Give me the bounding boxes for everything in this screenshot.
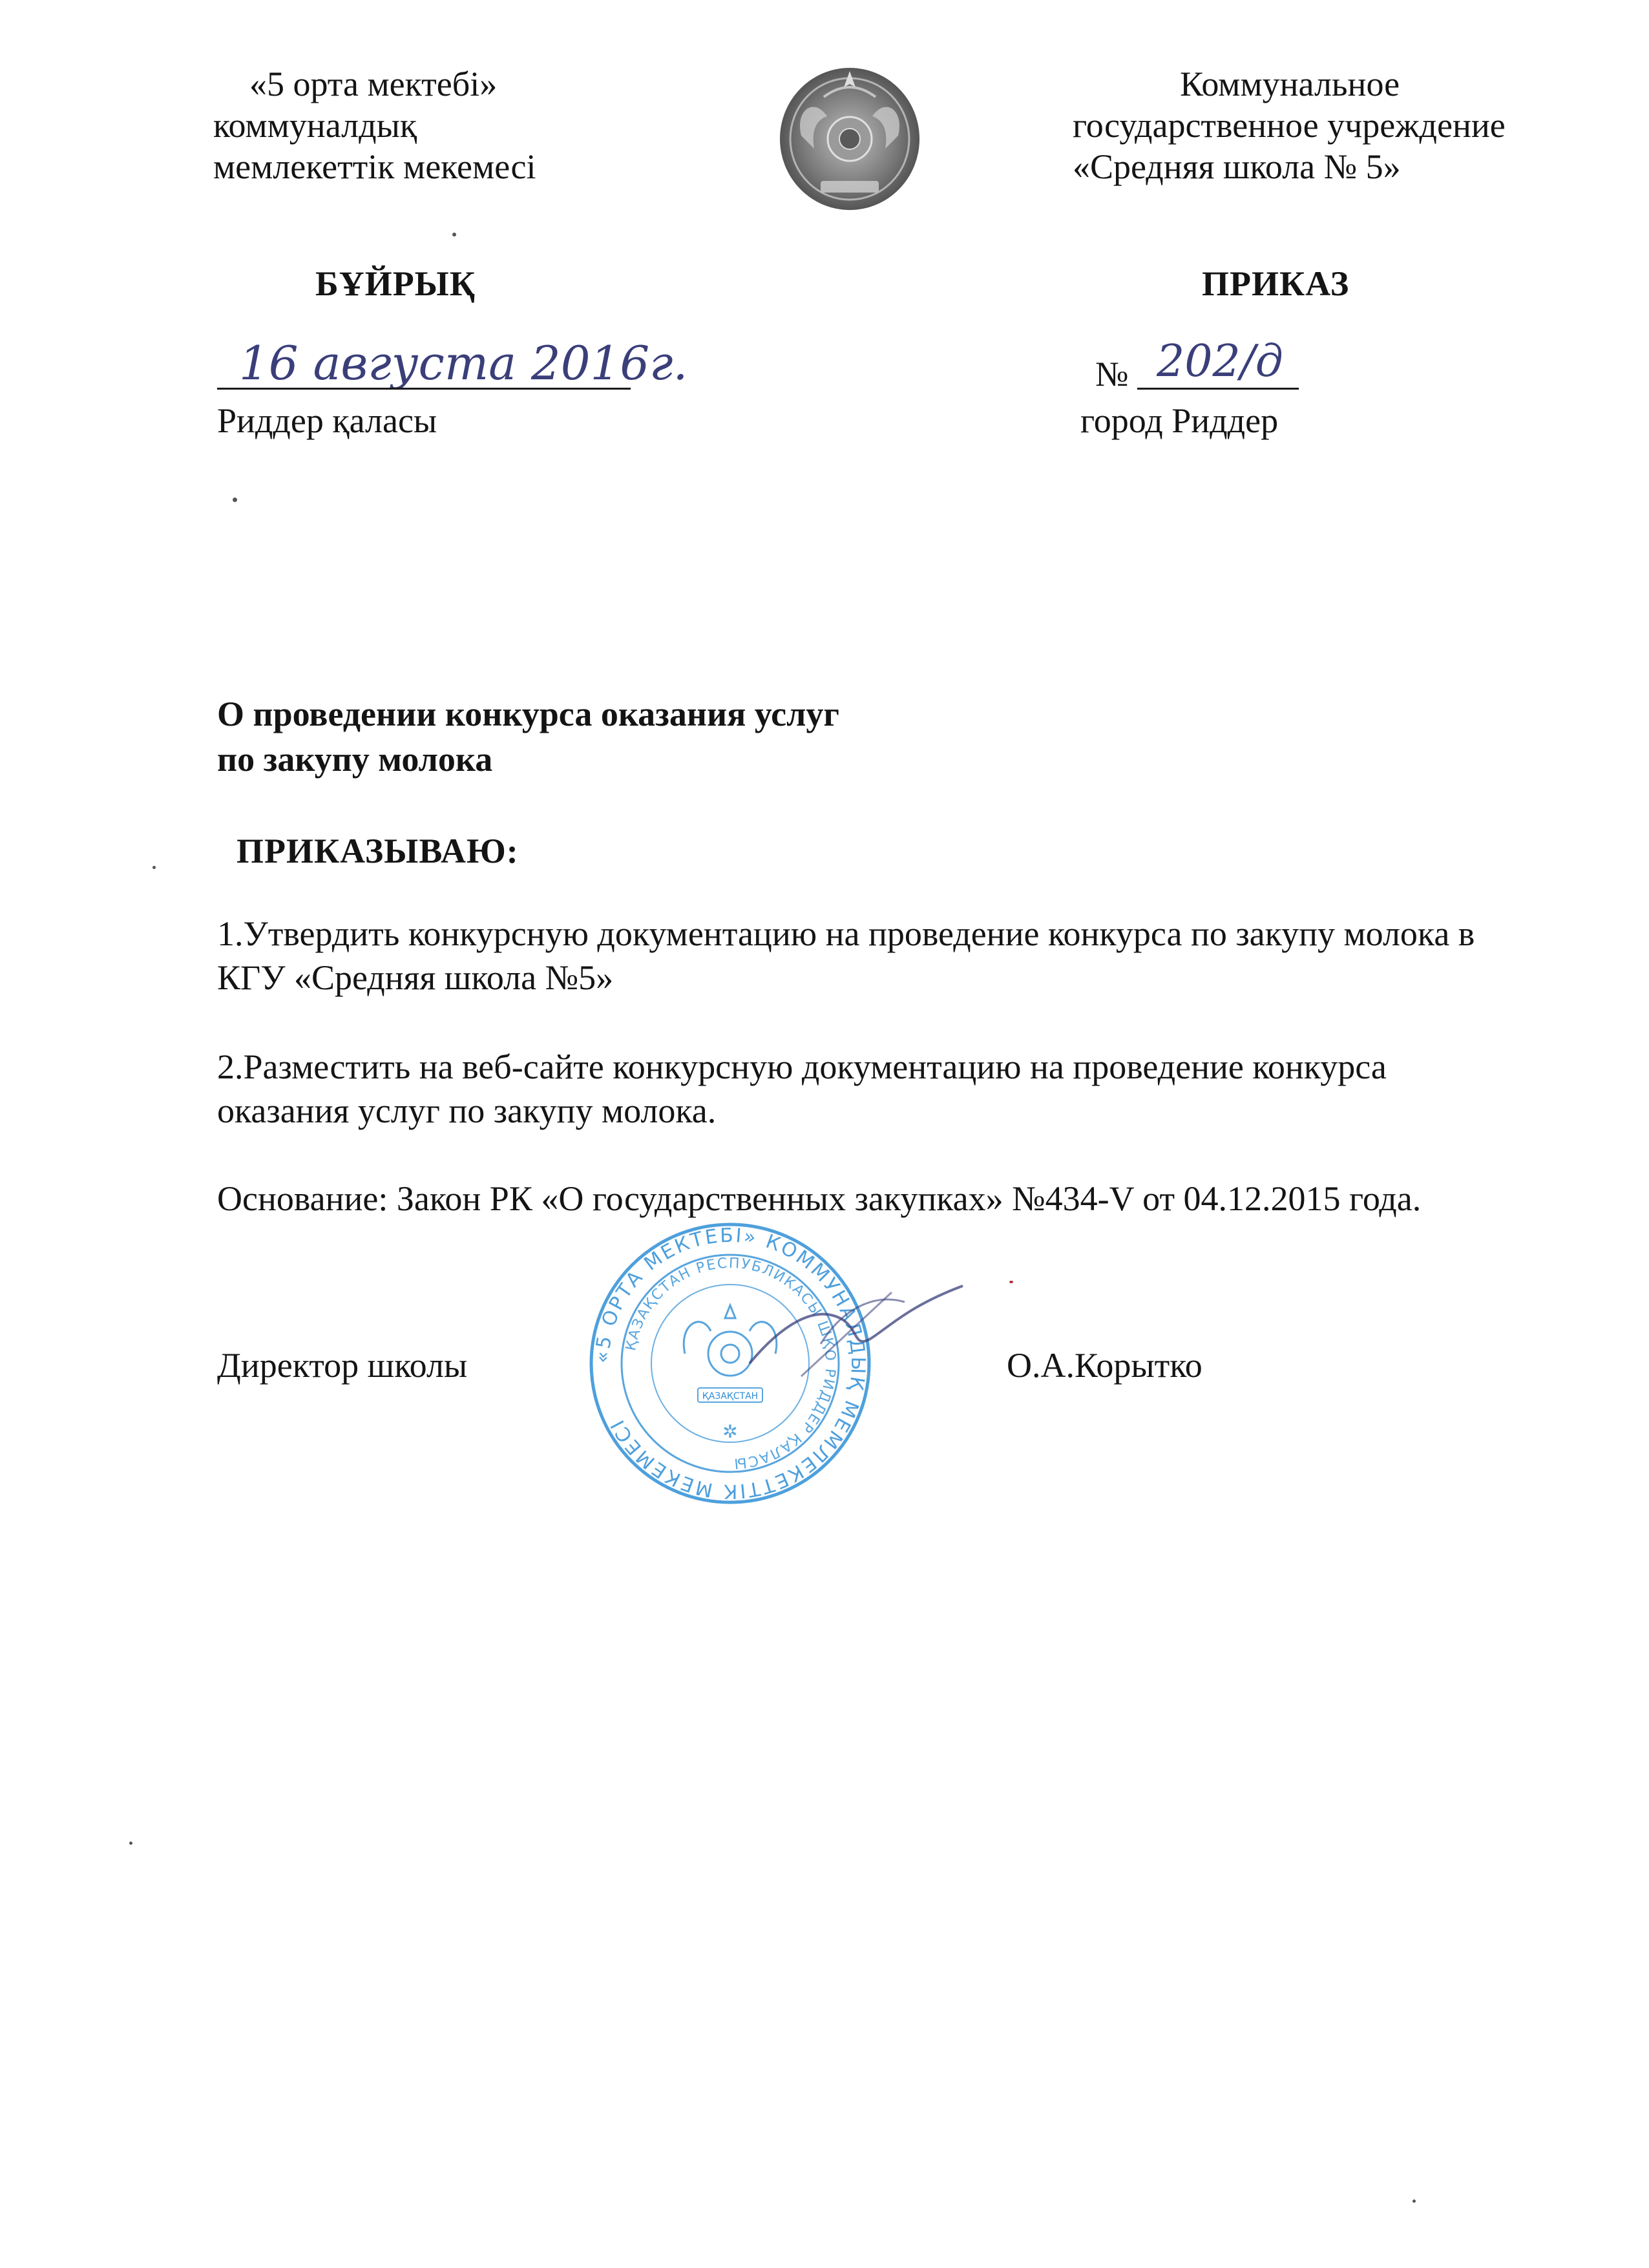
stamp-outer-text: «5 ОРТА МЕКТЕБІ» КОММУНАЛДЫҚ МЕМЛЕКЕТТІК МЕКЕМЕСІ	[591, 1224, 870, 1503]
signature-position: Директор школы	[217, 1346, 468, 1385]
number-underline	[1137, 388, 1299, 390]
item2-line1: 2.Разместить на веб-сайте конкурсную документацию на проведение конкурса	[217, 1047, 1387, 1086]
signature-name: О.А.Корытко	[1007, 1346, 1203, 1385]
subject-line2: по закупу молока	[217, 740, 493, 779]
subject-line1: О проведении конкурса оказания услуг	[217, 695, 839, 733]
item1-line1: 1.Утвердить конкурсную документацию на проведение конкурса по закупу молока в	[217, 914, 1475, 953]
basis-text: Основание: Закон РК «О государственных закупках» №434-V от 04.12.2015 года.	[217, 1179, 1422, 1218]
scan-speck	[152, 866, 156, 869]
kazakhstan-state-emblem-icon	[775, 58, 924, 213]
scan-speck	[452, 233, 456, 236]
order-word: ПРИКАЗЫВАЮ:	[236, 832, 519, 870]
city-russian: город Риддер	[1080, 401, 1279, 440]
stamp-inner-text: ҚАЗАҚСТАН РЕСПУБЛИКАСЫ ШҚО РИДДЕР ҚАЛАСЫ	[623, 1255, 839, 1472]
stamp-star-icon: ✲	[722, 1421, 738, 1442]
header-right-block	[1073, 63, 1506, 187]
header-right-line2: государственное учреждение	[1073, 106, 1506, 145]
date-handwritten: 16 августа 2016г.	[239, 336, 688, 390]
title-russian: ПРИКАЗ	[1202, 264, 1350, 303]
scan-speck	[1009, 1281, 1013, 1283]
header-left-line1: «5 орта мектебі»	[249, 65, 498, 103]
header-left-line2: коммуналдық	[213, 106, 417, 145]
scan-speck	[233, 498, 237, 502]
item2-line2: оказания услуг по закупу молока.	[217, 1091, 717, 1130]
number-prefix: №	[1095, 355, 1129, 394]
title-kazakh: БҰЙРЫҚ	[315, 264, 476, 303]
number-handwritten: 202/д	[1157, 336, 1283, 387]
city-kazakh: Риддер қаласы	[217, 401, 437, 440]
stamp-center-text: ҚАЗАҚСТАН	[702, 1391, 759, 1402]
date-underline	[217, 388, 631, 390]
header-left-line3: мемлекеттік мекемесі	[213, 147, 536, 186]
header-right-line3: «Средняя школа № 5»	[1073, 147, 1401, 186]
header-right-line1: Коммунальное	[1180, 65, 1400, 103]
scan-speck	[129, 1842, 132, 1845]
header-left-block	[213, 63, 536, 187]
handwritten-signature	[743, 1266, 976, 1383]
scan-speck	[1413, 2200, 1416, 2203]
item1-line2: КГУ «Средняя школа №5»	[217, 958, 614, 997]
